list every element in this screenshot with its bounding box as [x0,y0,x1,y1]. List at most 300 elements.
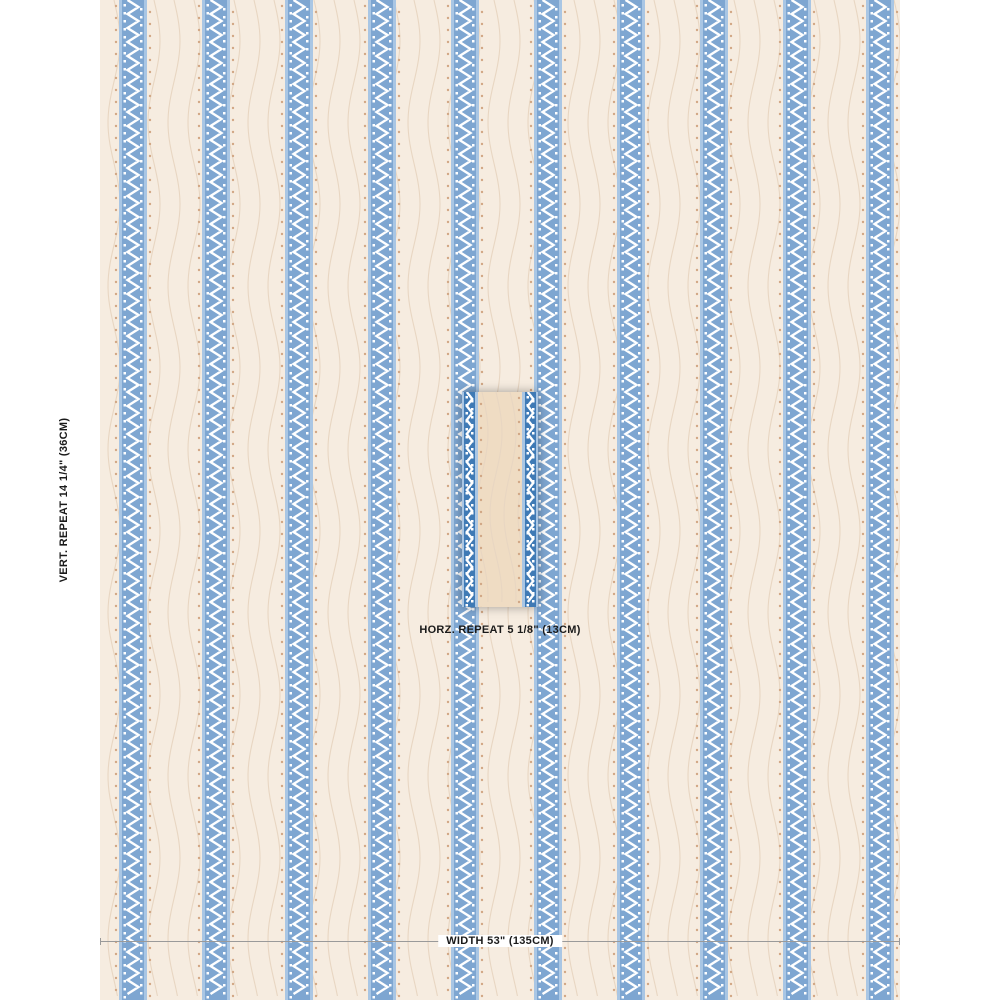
stripe-dot [721,624,724,627]
accent-dot [198,737,200,739]
accent-dot [530,845,532,847]
accent-dot [647,11,649,13]
stripe-dot [539,700,542,703]
stripe-dot [290,812,293,815]
accent-dot [813,551,815,553]
accent-dot [481,143,483,145]
stripe-dot [124,492,127,495]
accent-dot [398,323,400,325]
stripe-dot [705,164,708,167]
stripe-dot [389,744,392,747]
accent-dot [398,47,400,49]
stripe-dot [207,500,210,503]
stripe-dot [207,980,210,983]
stripe-dot [887,928,890,931]
accent-dot [530,821,532,823]
accent-dot [115,77,117,79]
stripe-dot [223,184,226,187]
accent-dot [896,71,898,73]
accent-dot [315,959,317,961]
accent-dot [813,131,815,133]
accent-dot [281,821,283,823]
stripe-dot [638,408,641,411]
stripe-dot [788,348,791,351]
stripe-dot [887,776,890,779]
stripe-dot [456,652,459,655]
accent-dot [813,623,815,625]
stripe-dot [638,912,641,915]
stripe-dot [788,452,791,455]
stripe-dot [140,552,143,555]
accent-dot [647,611,649,613]
stripe-dot [290,724,293,727]
accent-dot [281,17,283,19]
accent-dot [779,521,781,523]
accent-dot [447,41,449,43]
stripe-dot [124,204,127,207]
stripe-dot [290,100,293,103]
stripe-dot [887,792,890,795]
accent-dot [481,683,483,685]
stripe-dot [887,520,890,523]
accent-dot [862,461,864,463]
stripe-dot [223,952,226,955]
stripe-dot [539,276,542,279]
stripe-dot [871,684,874,687]
accent-dot [647,191,649,193]
accent-dot [447,281,449,283]
stripe-dot [539,652,542,655]
stripe-dot [532,560,535,563]
stripe-dot [871,44,874,47]
stripe-dot [804,424,807,427]
stripe-dot [721,416,724,419]
stripe-dot [622,188,625,191]
accent-dot [398,695,400,697]
accent-dot [647,863,649,865]
accent-dot [896,467,898,469]
accent-dot [115,701,117,703]
accent-dot [696,113,698,115]
accent-dot [232,491,234,493]
stripe-dot [466,524,469,527]
stripe-dot [555,856,558,859]
accent-dot [149,491,151,493]
stripe-dot [389,320,392,323]
stripe-dot [290,844,293,847]
stripe-dot [638,344,641,347]
accent-dot [315,779,317,781]
accent-dot [198,881,200,883]
accent-dot [315,635,317,637]
stripe-dot [638,384,641,387]
accent-dot [696,161,698,163]
accent-dot [115,737,117,739]
accent-dot [813,851,815,853]
stripe-dot [207,412,210,415]
stripe-dot [887,424,890,427]
accent-dot [149,35,151,37]
stripe-dot [373,988,376,991]
accent-dot [613,893,615,895]
stripe-dot [389,952,392,955]
stripe-dot [721,224,724,227]
stripe-dot [871,132,874,135]
stripe-dot [539,788,542,791]
accent-dot [364,101,366,103]
stripe-dot [290,84,293,87]
accent-dot [281,317,283,319]
stripe-dot [532,464,535,467]
stripe-dot [871,660,874,663]
stripe-dot [555,176,558,179]
stripe-dot [721,832,724,835]
accent-dot [862,173,864,175]
accent-dot [149,107,151,109]
stripe-dot [539,460,542,463]
accent-dot [896,851,898,853]
accent-dot [696,677,698,679]
stripe-dot [290,916,293,919]
stripe-dot [721,968,724,971]
accent-dot [862,317,864,319]
stripe-dot [124,716,127,719]
stripe-dot [638,568,641,571]
stripe-dot [456,164,459,167]
accent-dot [281,893,283,895]
accent-dot [149,299,151,301]
stripe-dot [207,340,210,343]
stripe-dot [887,528,890,531]
stripe-dot [140,416,143,419]
stripe-dot [871,924,874,927]
stripe-dot [721,904,724,907]
accent-dot [281,29,283,31]
accent-dot [398,167,400,169]
stripe-dot [804,816,807,819]
stripe-dot [788,468,791,471]
stripe-dot [124,852,127,855]
accent-dot [480,523,482,525]
stripe-dot [871,804,874,807]
stripe-dot [140,464,143,467]
stripe-dot [705,828,708,831]
stripe-dot [456,468,459,471]
accent-dot [364,545,366,547]
accent-dot [364,533,366,535]
stripe-dot [207,284,210,287]
stripe-dot [223,904,226,907]
accent-dot [564,527,566,529]
stripe-dot [788,292,791,295]
accent-dot [896,863,898,865]
stripe-dot [456,28,459,31]
stripe-dot [638,872,641,875]
stripe-dot [290,292,293,295]
stripe-dot [721,64,724,67]
stripe-dot [804,104,807,107]
stripe-dot [871,20,874,23]
accent-dot [862,713,864,715]
stripe-dot [622,676,625,679]
accent-dot [647,23,649,25]
accent-dot [896,515,898,517]
stripe-dot [389,328,392,331]
stripe-dot [124,908,127,911]
accent-dot [862,569,864,571]
stripe-dot [306,808,309,811]
accent-dot [647,179,649,181]
stripe-dot [705,700,708,703]
stripe-dot [622,604,625,607]
stripe-dot [871,148,874,151]
stripe-dot [638,928,641,931]
stripe-dot [527,452,530,455]
stripe-dot [539,340,542,343]
accent-dot [364,461,366,463]
stripe-dot [555,680,558,683]
stripe-dot [207,876,210,879]
accent-dot [647,647,649,649]
accent-dot [896,707,898,709]
stripe-dot [223,912,226,915]
stripe-dot [373,340,376,343]
accent-dot [862,221,864,223]
stripe-dot [290,404,293,407]
accent-dot [364,197,366,199]
stripe-dot [721,56,724,59]
accent-dot [315,911,317,913]
stripe-dot [373,588,376,591]
stripe-dot [887,304,890,307]
accent-dot [647,707,649,709]
stripe-dot [527,540,530,543]
stripe-dot [223,312,226,315]
stripe-dot [207,972,210,975]
accent-dot [613,389,615,391]
stripe-dot [456,444,459,447]
stripe-dot [638,120,641,123]
stripe-dot [638,32,641,35]
stripe-dot [223,568,226,571]
stripe-dot [887,160,890,163]
accent-dot [530,77,532,79]
stripe-dot [472,976,475,979]
accent-dot [779,773,781,775]
stripe-dot [539,244,542,247]
stripe-dot [788,612,791,615]
stripe-dot [804,304,807,307]
accent-dot [647,983,649,985]
accent-dot [730,563,732,565]
stripe-dot [622,612,625,615]
stripe-dot [638,512,641,515]
stripe-dot [290,260,293,263]
stripe-dot [373,564,376,567]
stripe-dot [140,784,143,787]
stripe-dot [456,980,459,983]
accent-dot [315,755,317,757]
stripe-dot [788,100,791,103]
accent-dot [364,485,366,487]
stripe-dot [705,380,708,383]
stripe-dot [871,844,874,847]
accent-dot [447,185,449,187]
stripe-dot [788,276,791,279]
accent-dot [481,359,483,361]
stripe-dot [622,636,625,639]
accent-dot [232,515,234,517]
stripe-dot [721,272,724,275]
accent-dot [198,389,200,391]
stripe-dot [555,136,558,139]
stripe-dot [472,200,475,203]
accent-dot [779,221,781,223]
accent-dot [696,893,698,895]
stripe-dot [705,196,708,199]
stripe-dot [140,672,143,675]
stripe-dot [887,920,890,923]
stripe-dot [638,576,641,579]
stripe-dot [622,124,625,127]
stripe-dot [124,540,127,543]
stripe-dot [622,820,625,823]
stripe-dot [871,868,874,871]
stripe-dot [456,508,459,511]
accent-dot [564,107,566,109]
stripe-dot [539,876,542,879]
stripe-dot [788,76,791,79]
accent-dot [813,155,815,157]
stripe-dot [788,196,791,199]
stripe-dot [871,588,874,591]
stripe-dot [306,720,309,723]
accent-dot [198,209,200,211]
accent-dot [364,797,366,799]
stripe-dot [472,712,475,715]
stripe-dot [389,344,392,347]
stripe-dot [705,460,708,463]
stripe-dot [472,312,475,315]
accent-dot [115,749,117,751]
stripe-dot [124,892,127,895]
accent-dot [896,11,898,13]
stripe-dot [207,572,210,575]
accent-dot [896,527,898,529]
accent-dot [696,449,698,451]
stripe-dot [389,736,392,739]
accent-dot [564,11,566,13]
accent-dot [481,275,483,277]
accent-dot [813,167,815,169]
stripe-dot [223,944,226,947]
stripe-dot [705,428,708,431]
stripe-dot [456,356,459,359]
stripe-dot [638,880,641,883]
stripe-dot [124,788,127,791]
accent-dot [398,479,400,481]
stripe-dot [124,556,127,559]
stripe-dot [638,768,641,771]
accent-dot [398,551,400,553]
accent-dot [647,623,649,625]
stripe-dot [223,984,226,987]
stripe-dot [290,836,293,839]
accent-dot [813,719,815,721]
accent-dot [115,209,117,211]
stripe-dot [456,604,459,607]
accent-dot [364,641,366,643]
stripe-dot [290,996,293,999]
stripe-dot [804,344,807,347]
accent-dot [315,839,317,841]
accent-dot [613,533,615,535]
accent-dot [447,857,449,859]
accent-dot [281,605,283,607]
stripe-dot [140,608,143,611]
accent-dot [481,743,483,745]
accent-dot [281,629,283,631]
stripe-dot [306,936,309,939]
stripe-dot [887,64,890,67]
stripe-dot [140,488,143,491]
stripe-dot [622,244,625,247]
stripe-dot [788,788,791,791]
stripe-dot [705,436,708,439]
stripe-dot [804,720,807,723]
accent-dot [481,323,483,325]
accent-dot [613,377,615,379]
stripe-dot [389,360,392,363]
stripe-dot [804,240,807,243]
accent-dot [398,383,400,385]
stripe-dot [539,756,542,759]
stripe-dot [539,212,542,215]
stripe-dot [871,100,874,103]
stripe-dot [788,724,791,727]
accent-dot [530,29,532,31]
accent-dot [696,869,698,871]
stripe-dot [466,436,469,439]
accent-dot [613,929,615,931]
stripe-dot [373,708,376,711]
stripe-dot [373,412,376,415]
accent-dot [730,779,732,781]
stripe-dot [887,704,890,707]
stripe-dot [389,856,392,859]
accent-dot [779,233,781,235]
stripe-dot [555,840,558,843]
stripe-dot [871,380,874,383]
stripe-dot [622,308,625,311]
stripe-dot [373,228,376,231]
stripe-dot [223,880,226,883]
accent-dot [613,365,615,367]
accent-dot [481,335,483,337]
stripe-dot [140,240,143,243]
stripe-dot [389,664,392,667]
stripe-dot [389,872,392,875]
stripe-dot [207,820,210,823]
stripe-dot [389,624,392,627]
accent-dot [613,29,615,31]
accent-dot [149,683,151,685]
stripe-dot [306,160,309,163]
stripe-dot [306,112,309,115]
accent-dot [613,557,615,559]
stripe-dot [622,36,625,39]
stripe-dot [140,632,143,635]
